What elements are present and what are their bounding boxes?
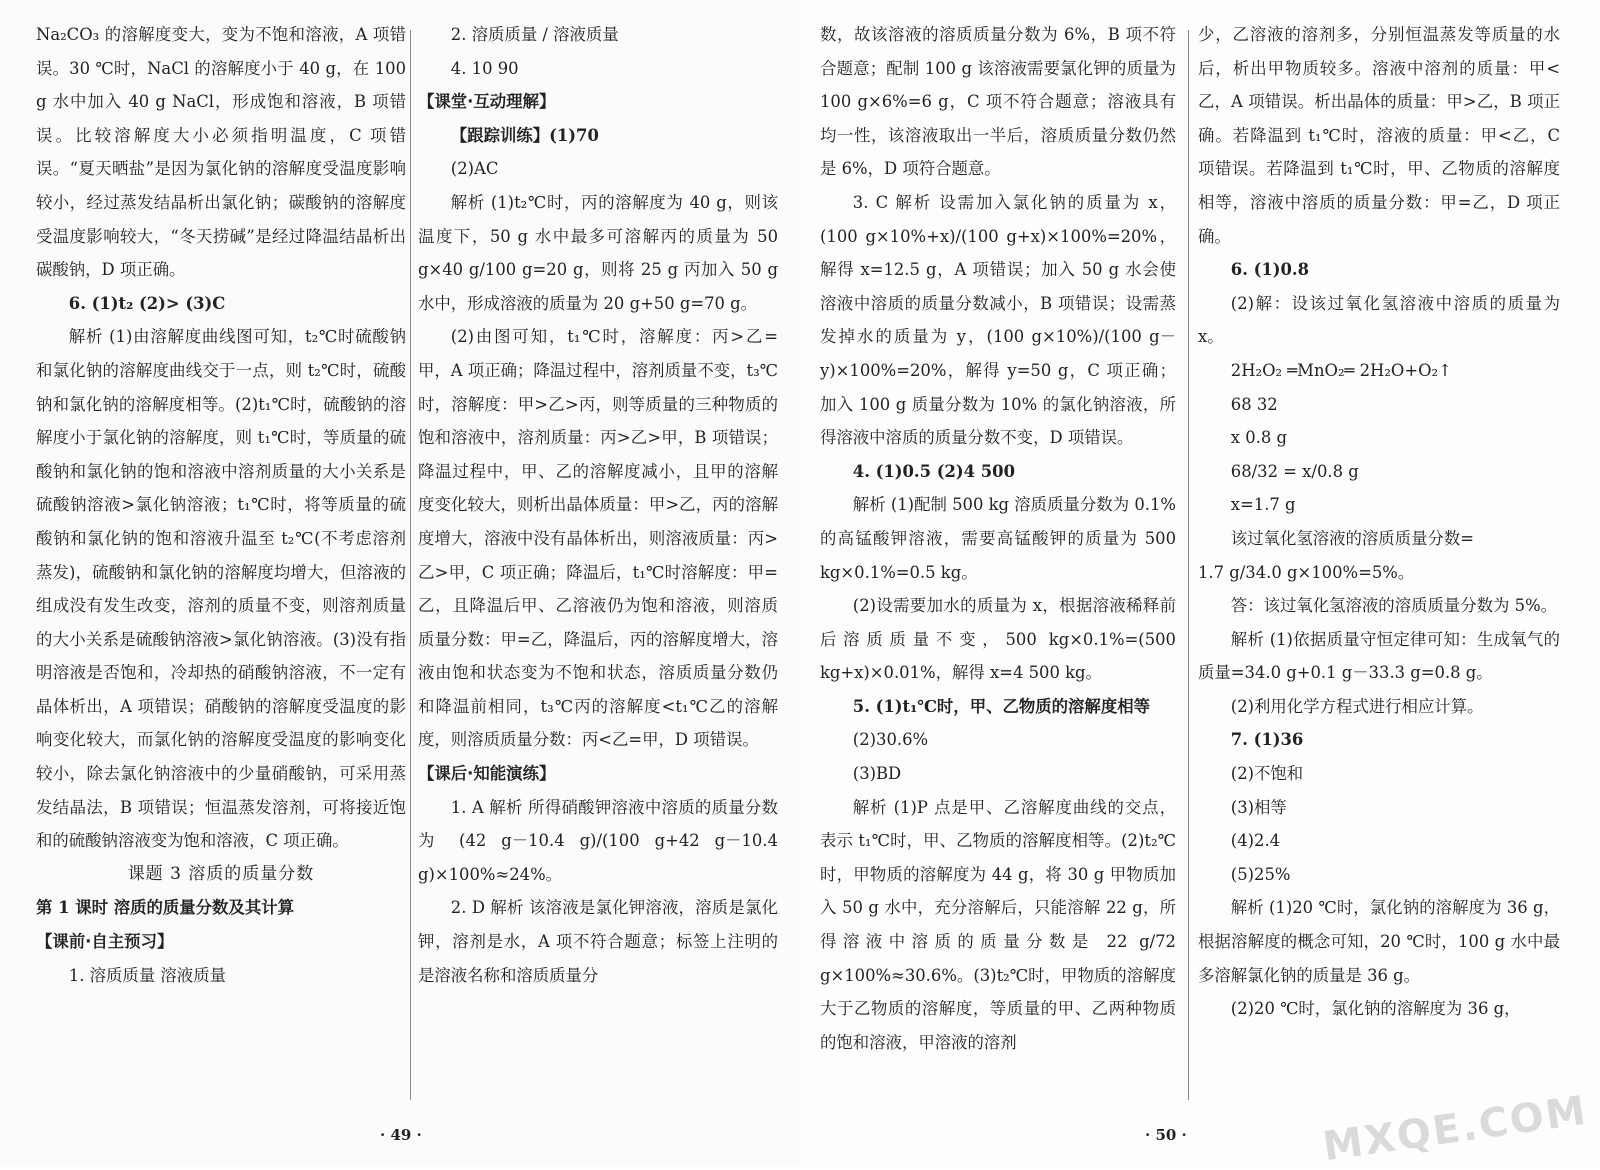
answer-7-2: (2)不饱和 [1230,764,1304,784]
analysis-7-1: 解析 (1)20 ℃时，氯化钠的溶解度为 36 g，根据溶解度的概念可知，20 ℃时，100 g 水中最多溶解氯化钠的质量是 36 g。 [1198,898,1560,985]
section-tag-after: 【课后·知能演练】 [418,764,556,784]
final-answer: 答：该过氧化氢溶液的溶质质量分数为 5%。 [1230,596,1558,616]
section-tag-class: 【课堂·互动理解】 [418,92,556,112]
proportion: 68/32 = x/0.8 g [1230,461,1359,481]
answer-5-2: (2)30.6% [852,730,929,750]
answer-4: 4. (1)0.5 (2)4 500 [852,461,1015,481]
analysis-6-1: 解析 (1)依据质量守恒定律可知：生成氧气的质量=34.0 g+0.1 g－33.3 g=0.8 g。 [1198,629,1560,683]
answer-6-1: 6. (1)0.8 [1230,260,1310,280]
left-page [0,0,800,1166]
analysis-6: 解析 (1)由溶解度曲线图可知，t₂℃时硫酸钠和氯化钠的溶解度曲线交于一点，则 t₂℃时，硫酸钠和氯化钠的溶解度相等。(2)t₁℃时，硫酸钠的溶解度小于氯化钠的溶解度，则 t₁℃时，等质量的硫酸钠和氯化钠的饱和溶液中溶剂质量的大小关系是硫酸钠溶液>氯化钠溶液；t₁℃时，将等质量的硫酸钠和氯化钠的饱和溶液升温至 t₂℃(不考虑溶剂蒸发)，硫酸钠和氯化钠的溶解度均增大，但溶液的组成没有发生改变，溶剂的质量不变，则溶剂质量的大小关系是硫酸钠溶液>氯化钠溶液。(3)没有指明溶液是否饱和，冷却热的硝酸钠溶液，不一定有晶体析出，A 项错误；硝酸钠的溶解度受温度的影响变化较大，而氯化钠的溶解度受温度的影响变化较小，除去氯化钠溶液中的少量硝酸钠，可采用蒸发结晶法，B 项错误；恒温蒸发溶剂，可将接近饱和的硫酸钠溶液变为饱和溶液，C 项正确。 [36,327,406,851]
paragraph: 少，乙溶液的溶剂多，分别恒温蒸发等质量的水后，析出甲物质较多。溶液中溶剂的质量：甲<乙，A 项错误。析出晶体的质量：甲>乙，B 项正确。若降温到 t₁℃时，溶液的质量：甲<乙，C 项错误。若降温到 t₁℃时，甲、乙物质的溶解度相等，溶液中溶质的质量分数：甲=乙，D 项正确。 [1198,25,1560,246]
answer-5-3: (3)BD [852,764,902,784]
answer-4: 4. 10 90 [450,58,519,78]
equation-ratio-row: 68 32 [1230,394,1278,414]
analysis-tracking-2: (2)由图可知，t₁℃时，溶解度：丙>乙=甲，A 项正确；降温过程中，溶剂质量不变，t₃℃时，溶解度：甲>乙>丙，则等质量的三种物质的饱和溶液中，溶剂质量：丙>乙>甲，B 项错误；降温过程中，甲、乙的溶解度减小，且甲的溶解度变化较大，则析出晶体质量：甲>乙，丙的溶解度增大，溶液中没有晶体析出，则溶液质量：丙>乙>甲，C 项正确；降温后，t₁℃时溶解度：甲=乙，且降温后甲、乙溶液仍为饱和溶液，则溶质质量分数：甲=乙，降温后，丙的溶解度增大，溶液由饱和状态变为不饱和状态，溶质质量分数仍和降温前相同，t₃℃丙的溶解度<t₁℃乙的溶解度，则溶质质量分数：丙<乙=甲，D 项错误。 [418,327,778,750]
paragraph: 数，故该溶液的溶质质量分数为 6%，B 项不符合题意；配制 100 g 该溶液需要氯化钾的质量为 100 g×6%=6 g，C 项不符合题意；溶液具有均一性，该溶液取出一半后，溶质质量分数仍然是 6%，D 项符合题意。 [820,25,1176,179]
answer-after-1: 1. A 解析 所得硝酸钾溶液中溶质的质量分数为 (42 g－10.4 g)/(100 g+42 g－10.4 g)×100%≈24%。 [418,797,778,884]
tracking-answer-2: (2)AC [450,159,499,179]
solution-x: x=1.7 g [1230,495,1296,515]
right-column-1 [820,18,1176,1108]
analysis-4-1: 解析 (1)配制 500 kg 溶质质量分数为 0.1% 的高锰酸钾溶液，需要高锰酸钾的质量为 500 kg×0.1%=0.5 kg。 [820,495,1176,582]
analysis-6-2: (2)利用化学方程式进行相应计算。 [1230,696,1484,716]
page-number: · 50 · [1145,1126,1187,1144]
answer-7-1: 7. (1)36 [1230,730,1304,750]
equation-value-row: x 0.8 g [1230,428,1288,448]
analysis-4-2: (2)设需要加水的质量为 x，根据溶液稀释前后溶质质量不变，500 kg×0.1%=(500 kg+x)×0.01%，解得 x=4 500 kg。 [820,596,1176,683]
chemical-equation: 2H₂O₂ ═MnO₂═ 2H₂O+O₂↑ [1230,360,1452,380]
column-divider [1188,30,1189,1100]
left-column-2 [418,18,778,1108]
answer-after-2: 2. D 解析 该溶液是氯化钾溶液，溶质是氯化钾，溶剂是水，A 项不符合题意；标签上注明的是溶液名称和溶质质量分 [418,898,778,985]
answer-2: 2. 溶质质量 / 溶液质量 [450,25,619,44]
column-divider [410,30,411,1100]
analysis-5: 解析 (1)P 点是甲、乙溶解度曲线的交点，表示 t₁℃时，甲、乙物质的溶解度相等。(2)t₂℃时，甲物质的溶解度为 44 g，将 30 g 甲物质加入 50 g 水中，充分溶解后，只能溶解 22 g，所得溶液中溶质的质量分数是 22 g/72 g×100%≈30.6%。(3)t₂℃时，甲物质的溶解度大于乙物质的溶解度，等质量的甲、乙两种物质的饱和溶液，甲溶液的溶剂 [820,797,1176,1052]
section-title: 课题 3 溶质的质量分数 [127,863,315,884]
answer-1: 1. 溶质质量 溶液质量 [68,965,226,985]
answer-6: 6. (1)t₂ (2)> (3)C [68,293,226,313]
section-tag-preview: 【课前·自主预习】 [36,932,174,952]
answer-7-3: (3)相等 [1230,797,1287,817]
right-column-2 [1198,18,1560,1108]
answer-3: 3. C 解析 设需加入氯化钠的质量为 x，(100 g×10%+x)/(100 g+x)×100%=20%，解得 x=12.5 g，A 项错误；加入 50 g 水会使溶液中溶质的质量分数减小，B 项错误；设需蒸发掉水的质量为 y，(100 g×10%)/(100 g－y)×100%=20%，解得 y=50 g，C 项正确；加入 100 g 质量分数为 10% 的氯化钠溶液，所得溶液中溶质的质量分数不变，D 项错误。 [820,192,1176,448]
lesson-title: 第 1 课时 溶质的质量分数及其计算 [36,898,294,918]
mass-fraction-calc: 1.7 g/34.0 g×100%=5%。 [1198,562,1415,582]
page-number: · 49 · [380,1126,422,1144]
analysis-7-2: (2)20 ℃时，氯化钠的溶解度为 36 g， [1230,999,1521,1019]
answer-7-4: (4)2.4 [1230,831,1281,851]
analysis-tracking-1: 解析 (1)t₂℃时，丙的溶解度为 40 g，则该温度下，50 g 水中最多可溶解丙的质量为 50 g×40 g/100 g=20 g，则将 25 g 丙加入 50 g 水中，形成溶液的质量为 20 g+50 g=70 g。 [418,192,778,313]
tracking-exercise: 【跟踪训练】(1)70 [450,125,599,145]
answer-5-1: 5. (1)t₁℃时，甲、乙物质的溶解度相等 [852,696,1150,716]
left-column-1 [36,18,406,1108]
mass-fraction-label: 该过氧化氢溶液的溶质质量分数= [1230,528,1474,548]
right-page [800,0,1600,1170]
paragraph: Na₂CO₃ 的溶解度变大，变为不饱和溶液，A 项错误。30 ℃时，NaCl 的溶解度小于 40 g，在 100 g 水中加入 40 g NaCl，形成饱和溶液，B 项错误。比较溶解度大小必须指明温度，C 项错误。“夏天晒盐”是因为氯化钠的溶解度受温度影响较小，经过蒸发结晶析出氯化钠；碳酸钠的溶解度受温度影响较大，“冬天捞碱”是经过降温结晶析出碳酸钠，D 项正确。 [36,25,406,280]
watermark-logo: MXQE.COM [1319,1087,1590,1170]
answer-7-5: (5)25% [1230,864,1291,884]
answer-6-2: (2)解：设该过氧化氢溶液中溶质的质量为 x。 [1198,293,1560,347]
